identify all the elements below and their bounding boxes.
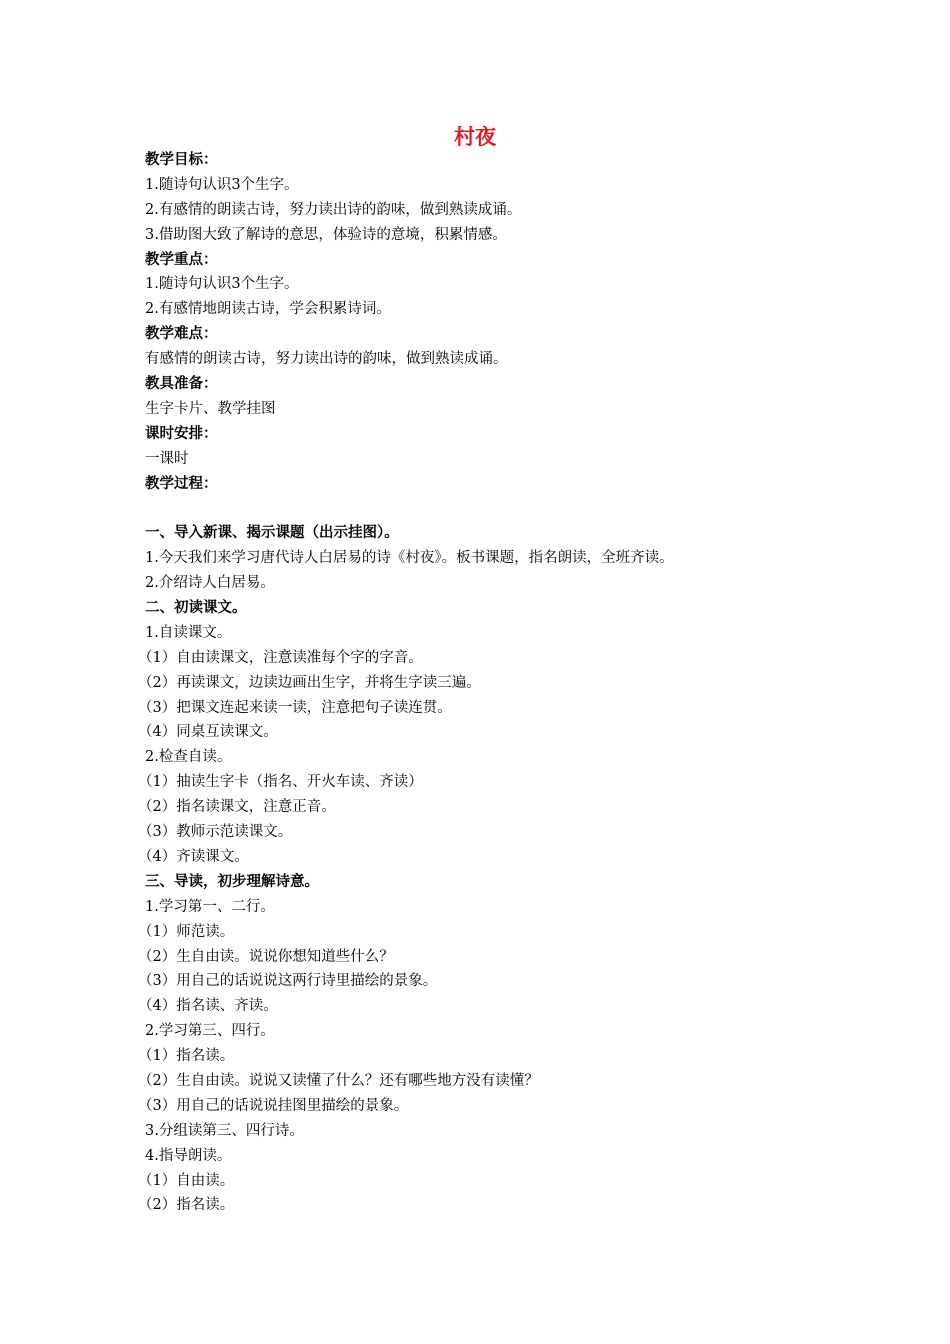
part2-step1-item: （2）再读课文，边读边画出生字，并将生字读三遍。 bbox=[138, 674, 481, 691]
key-point-item: 2.有感情地朗读古诗，学会积累诗词。 bbox=[145, 301, 391, 318]
key-point-item: 1.随诗句认识3个生字。 bbox=[145, 276, 299, 293]
part3-step2-item: （2）生自由读。说说又读懂了什么？还有哪些地方没有读懂？ bbox=[138, 1072, 539, 1089]
part1-item: 2.介绍诗人白居易。 bbox=[145, 575, 275, 592]
part3-step: 3.分组读第三、四行诗。 bbox=[145, 1122, 304, 1139]
goals-heading: 教学目标： bbox=[145, 152, 218, 168]
part3-step4-item: （2）指名读。 bbox=[138, 1197, 235, 1214]
part2-step2-item: （2）指名读课文，注意正音。 bbox=[138, 799, 336, 816]
part3-step: 4.指导朗读。 bbox=[145, 1147, 232, 1164]
part1-heading: 一、导入新课、揭示课题（出示挂图）。 bbox=[145, 525, 399, 542]
difficulty-heading: 教学难点： bbox=[145, 326, 218, 343]
part2-step2-item: （4）齐读课文。 bbox=[138, 848, 249, 865]
key-points-heading: 教学重点： bbox=[145, 251, 218, 268]
tools-heading: 教具准备： bbox=[145, 376, 218, 393]
part3-step2-item: （3）用自己的话说说挂图里描绘的景象。 bbox=[138, 1097, 409, 1114]
part2-step: 2.检查自读。 bbox=[145, 749, 232, 766]
tools-text: 生字卡片、教学挂图 bbox=[145, 400, 276, 417]
goal-item: 3.借助图大致了解诗的意思，体验诗的意境，积累情感。 bbox=[145, 226, 507, 243]
part2-step1-item: （4）同桌互读课文。 bbox=[138, 724, 278, 741]
document-body bbox=[138, 148, 845, 1218]
part2-heading: 二、初读课文。 bbox=[145, 600, 247, 617]
process-heading: 教学过程： bbox=[145, 475, 218, 492]
part3-step: 2.学习第三、四行。 bbox=[145, 1023, 275, 1040]
part3-step1-item: （2）生自由读。说说你想知道些什么？ bbox=[138, 948, 394, 965]
blank-line bbox=[145, 496, 845, 521]
schedule-heading: 课时安排： bbox=[145, 425, 218, 442]
document-title: 村夜 bbox=[454, 125, 496, 149]
part2-step: 1.自读课文。 bbox=[145, 624, 232, 641]
difficulty-text: 有感情的朗读古诗，努力读出诗的韵味，做到熟读成诵。 bbox=[145, 351, 508, 368]
goal-item: 1.随诗句认识3个生字。 bbox=[145, 176, 299, 193]
part3-step: 1.学习第一、二行。 bbox=[145, 898, 275, 915]
part3-step1-item: （1）师范读。 bbox=[138, 923, 235, 940]
part2-step2-item: （1）抽读生字卡（指名、开火车读、齐读） bbox=[138, 774, 423, 791]
part3-step1-item: （3）用自己的话说说这两行诗里描绘的景象。 bbox=[138, 973, 438, 990]
schedule-text: 一课时 bbox=[145, 450, 189, 467]
part3-step2-item: （1）指名读。 bbox=[138, 1048, 235, 1065]
part2-step2-item: （3）教师示范读课文。 bbox=[138, 824, 293, 841]
part2-step1-item: （1）自由读课文，注意读准每个字的字音。 bbox=[138, 649, 423, 666]
part1-item: 1.今天我们来学习唐代诗人白居易的诗《村夜》。板书课题，指名朗读，全班齐读。 bbox=[145, 550, 674, 567]
part3-heading: 三、导读，初步理解诗意。 bbox=[145, 873, 319, 890]
part2-step1-item: （3）把课文连起来读一读，注意把句子读连贯。 bbox=[138, 699, 452, 716]
goal-item: 2.有感情的朗读古诗，努力读出诗的韵味，做到熟读成诵。 bbox=[145, 201, 522, 218]
part3-step4-item: （1）自由读。 bbox=[138, 1172, 235, 1189]
part3-step1-item: （4）指名读、齐读。 bbox=[138, 998, 278, 1015]
